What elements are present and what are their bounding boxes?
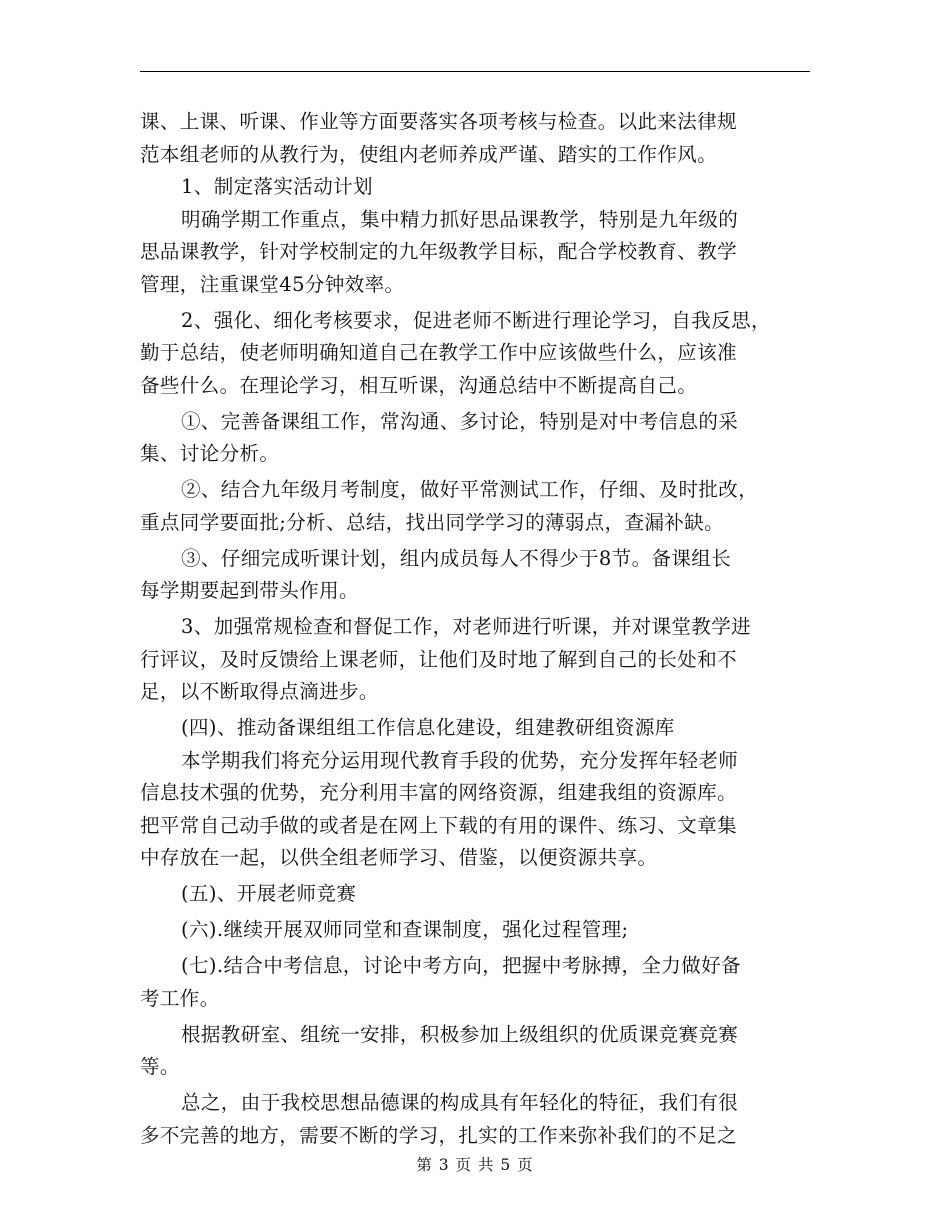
text-line: 明确学期工作重点，集中精力抓好思品课教学，特别是九年级的 <box>181 207 739 231</box>
text-line: 1、制定落实活动计划 <box>181 175 373 198</box>
text-line: ③、仔细完成听课计划，组内成员每人不得少于8节。备课组长 <box>181 546 732 570</box>
text-line: 根据教研室、组统一安排，积极参加上级组织的优质课竞赛竞赛 <box>181 1022 739 1046</box>
text-line: 集、讨论分析。 <box>140 442 280 465</box>
text-line: 足，以不断取得点滴进步。 <box>140 680 379 703</box>
text-line: 考工作。 <box>140 986 220 1010</box>
header-rule <box>140 71 810 72</box>
text-line: 范本组老师的从教行为，使组内老师养成严谨、踏实的工作作风。 <box>140 142 718 166</box>
text-line: 思品课教学，针对学校制定的九年级教学目标，配合学校教育、教学 <box>140 240 738 263</box>
text-line: 中存放在一起，以供全组老师学习、借鉴，以便资源共享。 <box>140 846 658 869</box>
document-body <box>140 106 815 1152</box>
text-line: 本学期我们将充分运用现代教育手段的优势，充分发挥年轻老师 <box>181 748 739 772</box>
text-line: (五)、开展老师竞赛 <box>181 882 357 905</box>
text-line: 信息技术强的优势，充分利用丰富的网络资源，组建我组的资源库。 <box>140 781 738 804</box>
text-line: (六).继续开展双师同堂和查课制度，强化过程管理; <box>181 918 629 941</box>
text-line: (七).结合中考信息，讨论中考方向，把握中考脉搏，全力做好备 <box>181 954 741 977</box>
text-line: 多不完善的地方，需要不断的学习，扎实的工作来弥补我们的不足之 <box>140 1123 738 1147</box>
page-footer: 第 3 页 共 5 页 <box>416 1156 534 1174</box>
text-line: 每学期要起到带头作用。 <box>140 579 359 602</box>
text-line: 课、上课、听课、作业等方面要落实各项考核与检查。以此来法律规 <box>140 110 738 133</box>
text-line: ①、完善备课组工作，常沟通、多讨论，特别是对中考信息的采 <box>181 409 739 433</box>
text-line: 3、加强常规检查和督促工作，对老师进行听课，并对课堂教学进 <box>181 615 752 638</box>
text-line: 管理，注重课堂45分钟效率。 <box>140 272 405 296</box>
text-line: 等。 <box>140 1055 180 1078</box>
text-line: (四)、推动备课组组工作信息化建设，组建教研组资源库 <box>181 716 675 739</box>
text-line: 行评议，及时反馈给上课老师，让他们及时地了解到自己的长处和不 <box>140 647 738 671</box>
text-line: 勤于总结，使老师明确知道自己在教学工作中应该做些什么，应该准 <box>140 341 738 364</box>
text-line: 重点同学要面批;分析、总结，找出同学学习的薄弱点，查漏补缺。 <box>140 510 725 534</box>
text-line: 备些什么。在理论学习，相互听课，沟通总结中不断提高自己。 <box>140 373 698 397</box>
text-line: 把平常自己动手做的或者是在网上下载的有用的课件、练习、文章集 <box>140 813 738 837</box>
text-line: 总之，由于我校思想品德课的构成具有年轻化的特征，我们有很 <box>181 1091 739 1114</box>
text-line: 2、强化、细化考核要求，促进老师不断进行理论学习，自我反思， <box>181 308 771 332</box>
text-line: ②、结合九年级月考制度，做好平常测试工作，仔细、及时批改， <box>181 478 759 501</box>
